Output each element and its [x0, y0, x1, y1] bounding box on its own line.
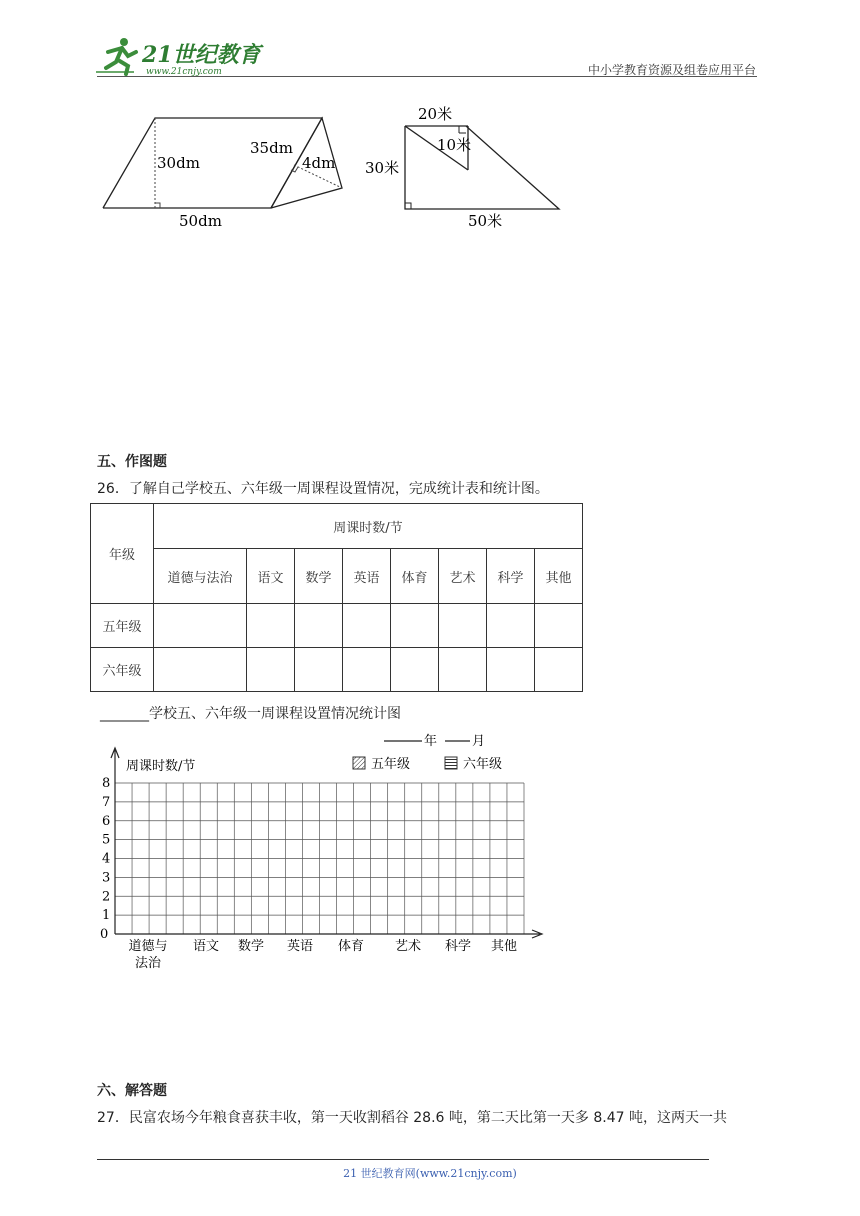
question-26: 26．了解自己学校五、六年级一周课程设置情况，完成统计表和统计图。 — [97, 481, 549, 497]
logo-text: 21世纪教育 — [142, 42, 261, 68]
figure2-top-label: 20米 — [418, 105, 453, 123]
x-tick-label: 语文 — [192, 939, 220, 954]
x-axis — [115, 930, 542, 938]
table-cell[interactable] — [535, 648, 583, 692]
table-cell[interactable] — [343, 604, 391, 648]
month-label: 月 — [472, 734, 486, 749]
table-row — [91, 604, 583, 648]
chart-axes — [111, 748, 542, 938]
section5-title: 五、作图题 — [97, 454, 167, 470]
y-tick-label: 5 — [102, 832, 111, 848]
table-cell[interactable] — [295, 648, 343, 692]
table-group-header: 周课时数/节 — [154, 504, 583, 549]
y-tick-label: 0 — [100, 927, 109, 942]
figure1-height-label: 30dm — [157, 154, 200, 172]
row-label: 六年级 — [91, 648, 154, 692]
chart-caption: _______学校五、六年级一周课程设置情况统计图 — [100, 706, 401, 722]
table-cell[interactable] — [247, 648, 295, 692]
y-tick-label: 1 — [102, 908, 111, 924]
figure2-mid-label: 10米 — [437, 136, 472, 154]
logo — [94, 34, 264, 78]
y-tick-label: 7 — [102, 794, 111, 810]
chart-x-ticks — [128, 938, 517, 971]
x-tick-label: 体育 — [337, 939, 365, 954]
header-platform-text: 中小学教育资源及组卷应用平台 — [587, 63, 756, 77]
legend-swatch-grade5 — [353, 757, 365, 769]
section6-title: 六、解答题 — [97, 1083, 167, 1099]
y-tick-label: 6 — [102, 813, 111, 829]
row-label: 五年级 — [91, 604, 154, 648]
table-row-header: 年级 — [91, 504, 154, 604]
y-axis — [111, 748, 119, 934]
legend-label-grade6: 六年级 — [463, 757, 503, 772]
y-tick-label: 4 — [102, 851, 111, 867]
table-cell[interactable] — [487, 648, 535, 692]
table-cell[interactable] — [154, 648, 247, 692]
chart-gridlines — [115, 783, 524, 934]
figure1-base-label: 50dm — [179, 212, 222, 230]
logo-url: www.21cnjy.com — [146, 67, 222, 77]
table-cell[interactable] — [439, 604, 487, 648]
x-tick-label: 数学 — [237, 939, 265, 954]
x-tick-label: 道德与 — [128, 939, 168, 954]
footer-divider — [97, 1159, 709, 1160]
table-cell[interactable] — [535, 604, 583, 648]
x-tick-label: 艺术 — [394, 939, 422, 954]
legend-label-grade5: 五年级 — [371, 757, 411, 772]
y-tick-label: 2 — [102, 889, 111, 905]
year-label: 年 — [424, 734, 438, 749]
header-divider — [97, 76, 757, 77]
table-cell[interactable] — [391, 648, 439, 692]
subject-header: 英语 — [343, 549, 391, 604]
table-cell[interactable] — [391, 604, 439, 648]
question-27: 27．民富农场今年粮食喜获丰收，第一天收割稻谷 28.6 吨，第二天比第一天多 8.47 吨，这两天一共 — [97, 1110, 727, 1126]
chart-y-ticks — [100, 776, 110, 942]
figure-parallelogram-triangle — [95, 108, 355, 238]
subject-header: 科学 — [487, 549, 535, 604]
legend-swatch-grade6 — [445, 757, 457, 769]
subject-header: 艺术 — [439, 549, 487, 604]
table-cell[interactable] — [154, 604, 247, 648]
subject-header: 道德与法治 — [154, 549, 247, 604]
table-cell[interactable] — [247, 604, 295, 648]
figure-trapezoid — [362, 100, 572, 235]
table-cell[interactable] — [343, 648, 391, 692]
table-row — [91, 648, 583, 692]
figure2-base-label: 50米 — [468, 212, 503, 230]
subject-header: 其他 — [535, 549, 583, 604]
y-tick-label: 3 — [102, 870, 111, 886]
subject-header: 体育 — [391, 549, 439, 604]
x-tick-label: 科学 — [444, 939, 472, 954]
figure2-left-label: 30米 — [365, 159, 400, 177]
footer-text: 21 世纪教育网(www.21cnjy.com) — [343, 1167, 517, 1180]
table-cell[interactable] — [295, 604, 343, 648]
runner-logo-icon — [96, 38, 136, 74]
subject-header: 数学 — [295, 549, 343, 604]
table-cell[interactable] — [439, 648, 487, 692]
figure1-inner-label: 4dm — [302, 154, 336, 172]
x-tick-label: 法治 — [134, 956, 162, 971]
chart-ylabel: 周课时数/节 — [126, 759, 196, 774]
table-cell[interactable] — [487, 604, 535, 648]
subject-header: 语文 — [247, 549, 295, 604]
x-tick-label: 英语 — [286, 939, 314, 954]
x-tick-label: 其他 — [490, 939, 518, 954]
bar-chart-grid — [88, 728, 548, 978]
figure1-side-label: 35dm — [250, 139, 293, 157]
y-tick-label: 8 — [102, 776, 111, 791]
course-table — [90, 503, 583, 692]
